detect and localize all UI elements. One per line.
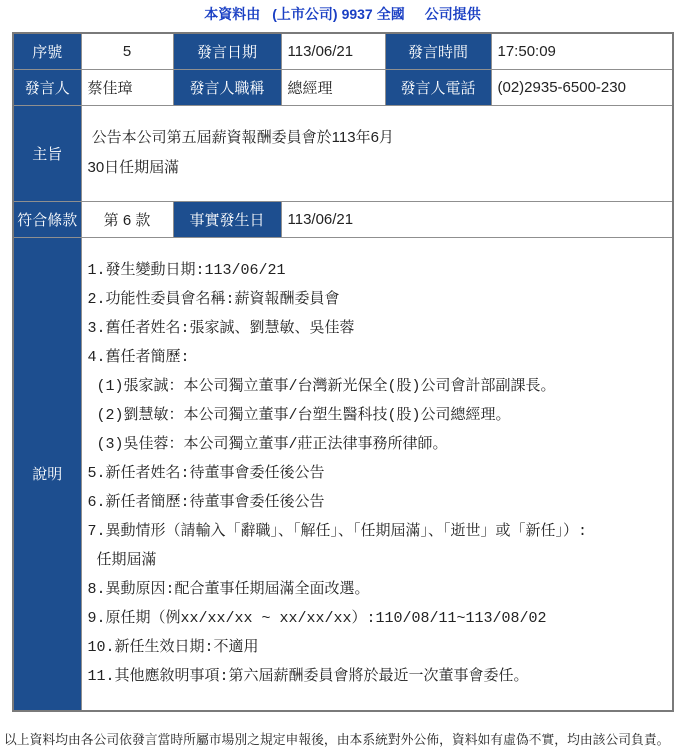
description-line: 任期屆滿 [87,552,157,570]
speaker-phone-label: 發言人電話 [385,69,491,105]
description-line: 3.舊任者姓名:張家誠、劉慧敏、吳佳蓉 [87,320,355,338]
fact-date-label: 事實發生日 [173,201,281,237]
title-stock-code: 9937 [341,6,373,22]
description-line: 2.功能性委員會名稱:薪資報酬委員會 [87,291,340,309]
seq-value: 5 [81,33,173,69]
description-line: 8.異動原因:配合董事任期屆滿全面改選。 [87,581,370,599]
page-title [0,5,685,23]
time-value: 17:50:09 [491,33,673,69]
speaker-title-label: 發言人職稱 [173,69,281,105]
title-prefix: 本資料由 [204,6,261,22]
description-line: 6.新任者簡歷:待董事會委任後公告 [87,494,325,512]
clause-label: 符合條款 [13,201,81,237]
speaker-title-value: 總經理 [281,69,385,105]
description-line: (2)劉慧敏：本公司獨立董事/台塑生醫科技(股)公司總經理。 [87,407,511,425]
description-line: 5.新任者姓名:待董事會委任後公告 [87,465,325,483]
row-speaker [13,69,673,105]
date-label: 發言日期 [173,33,281,69]
subject-label: 主旨 [13,105,81,201]
fact-date-value: 113/06/21 [281,201,673,237]
footer-disclaimer: 以上資料均由各公司依發言當時所屬市場別之規定申報後，由本系統對外公佈，資料如有虛偽不實，均由該公司負責。 [4,732,670,747]
description-content [81,237,673,711]
subject-line: 30日任期屆滿 [87,159,180,176]
row-description [13,237,673,711]
description-line: (1)張家誠：本公司獨立董事/台灣新光保全(股)公司會計部副課長。 [87,378,556,396]
title-suffix: 公司提供 [424,6,481,22]
seq-label: 序號 [13,33,81,69]
description-line: 7.異動情形（請輸入「辭職」、「解任」、「任期屆滿」、「逝世」或「新任」）: [87,523,588,541]
date-value: 113/06/21 [281,33,385,69]
speaker-phone-value: (02)2935-6500-230 [491,69,673,105]
row-seq-date-time [13,33,673,69]
row-subject [13,105,673,201]
title-market: (上市公司) [272,6,338,22]
speaker-value: 蔡佳璋 [81,69,173,105]
time-label: 發言時間 [385,33,491,69]
subject-content [81,105,673,201]
description-line: 11.其他應敘明事項:第六屆薪酬委員會將於最近一次董事會委任。 [87,668,529,686]
description-line: 10.新任生效日期:不適用 [87,639,259,657]
description-line: (3)吳佳蓉：本公司獨立董事/莊正法律事務所律師。 [87,436,448,454]
speaker-label: 發言人 [13,69,81,105]
title-company-name: 全國 [376,6,405,22]
description-line: 9.原任期（例xx/xx/xx ~ xx/xx/xx）:110/08/11~113/08/02 [87,610,547,628]
description-line: 4.舊任者簡歷: [87,349,190,367]
description-label: 說明 [13,237,81,711]
announcement-table [12,32,674,712]
subject-line: 公告本公司第五屆薪資報酬委員會於113年6月 [87,129,394,146]
clause-value: 第 6 款 [81,201,173,237]
description-line: 1.發生變動日期:113/06/21 [87,262,286,280]
row-clause [13,201,673,237]
